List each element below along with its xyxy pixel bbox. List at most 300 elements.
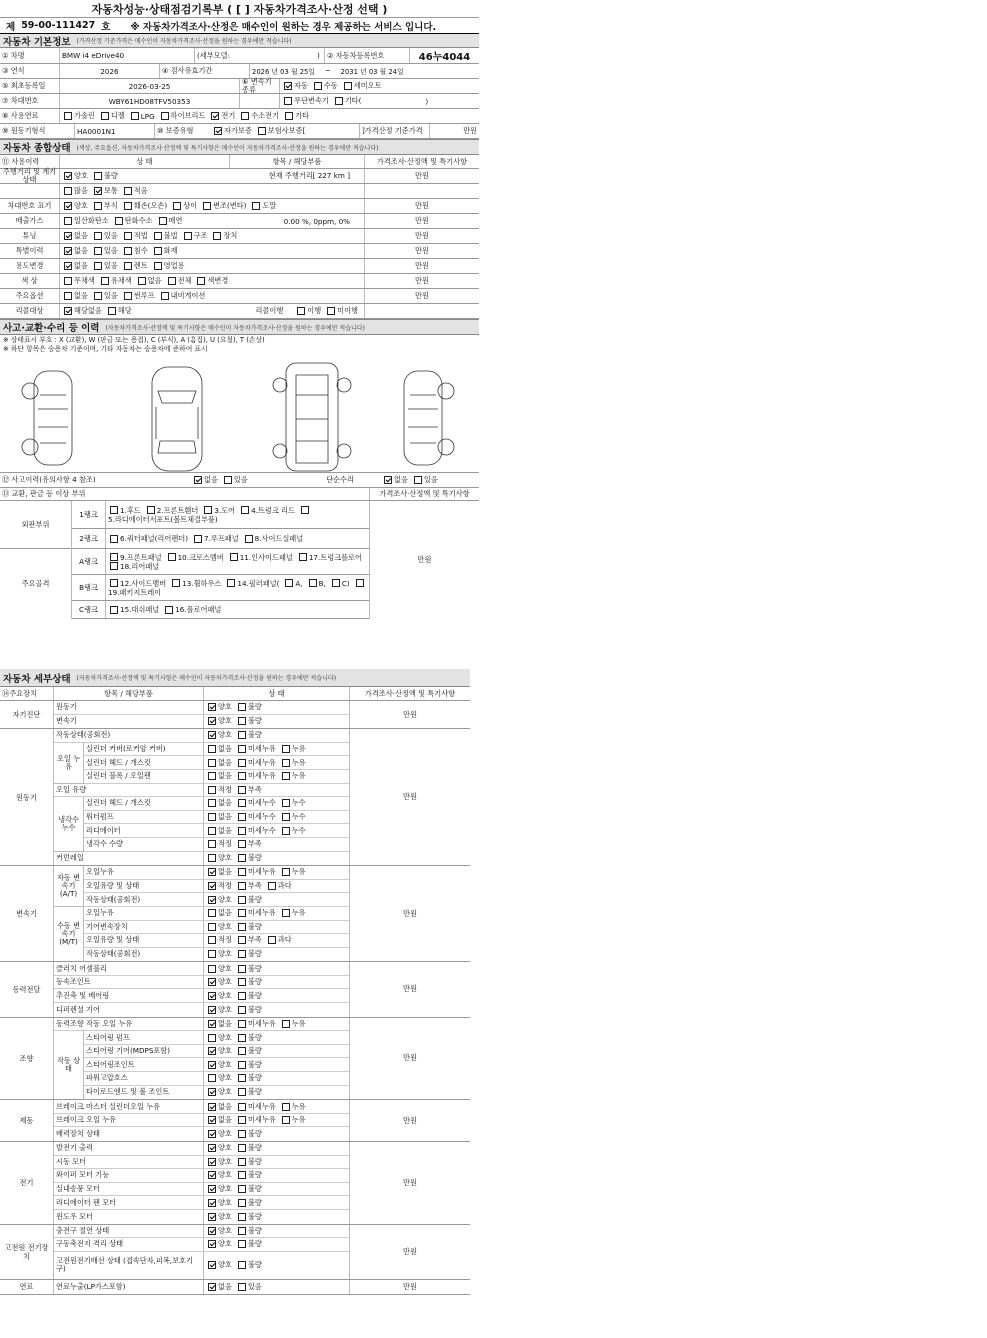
detail-opt-checkbox[interactable] [268, 936, 276, 944]
summary-opt-checkbox[interactable] [64, 202, 72, 210]
detail-opt-label: 불량 [247, 990, 262, 1000]
fuel-6-checkbox[interactable] [285, 112, 293, 120]
rank-name: C랭크 [72, 601, 106, 618]
detail-opt-checkbox[interactable] [238, 717, 246, 725]
detail-opt-checkbox[interactable] [282, 1116, 290, 1124]
right-panel [0, 669, 470, 1338]
summary-opt-label: 장치 [223, 231, 238, 240]
detail-block [54, 701, 349, 728]
rank-item-label: 8.사이드실패널 [254, 534, 304, 543]
detail-opt-checkbox[interactable] [238, 1227, 246, 1235]
rank-item-checkbox[interactable] [110, 579, 118, 587]
summary-opt-checkbox[interactable] [94, 172, 102, 180]
detail-opt-checkbox[interactable] [208, 1144, 216, 1152]
summary-opt-checkbox[interactable] [94, 292, 102, 300]
detail-opt-checkbox[interactable] [208, 840, 216, 848]
year: 2026 [60, 64, 160, 78]
detail-state [204, 989, 349, 1002]
detail-opt-checkbox[interactable] [238, 772, 246, 780]
detail-item: 스티어링 펌프 [84, 1031, 204, 1044]
summary-opt-checkbox[interactable] [64, 307, 72, 315]
detail-opt-checkbox[interactable] [208, 1130, 216, 1138]
rank-item-checkbox[interactable] [230, 553, 238, 561]
summary-opt-checkbox[interactable] [64, 262, 72, 270]
summary-opt-checkbox[interactable] [94, 202, 102, 210]
detail-opt-checkbox[interactable] [238, 965, 246, 973]
detail-opt-checkbox[interactable] [208, 759, 216, 767]
detail-opt-label: 과다 [277, 881, 292, 891]
detail-inner [54, 784, 349, 798]
detail-group [0, 1225, 470, 1280]
detail-opt-checkbox[interactable] [208, 936, 216, 944]
summary-opt-label: 화재 [163, 246, 178, 255]
summary-opt-checkbox[interactable] [154, 232, 162, 240]
warranty-insurer-checkbox[interactable] [258, 127, 266, 135]
detail-state [204, 1280, 349, 1294]
summary-price: 만원 [415, 171, 429, 180]
rank-item-checkbox[interactable] [332, 579, 340, 587]
detail-opt-checkbox[interactable] [238, 854, 246, 862]
detail-opt-checkbox[interactable] [238, 759, 246, 767]
detail-opt-label: 불량 [247, 1129, 262, 1139]
detail-price: 만원 [403, 1281, 417, 1291]
summary-opt-checkbox[interactable] [213, 232, 221, 240]
detail-opt-label: 양호 [218, 1087, 232, 1097]
detail-opt-checkbox[interactable] [208, 1034, 216, 1042]
summary-opt-checkbox[interactable] [64, 277, 72, 285]
detail-opt-checkbox[interactable] [238, 1088, 246, 1096]
detail-opt-checkbox[interactable] [208, 965, 216, 973]
detail-row [54, 1225, 349, 1239]
detail-opt-checkbox[interactable] [208, 1283, 216, 1291]
summary-row [0, 289, 479, 304]
summary-opt-label: 상이 [183, 201, 198, 210]
detail-opt-checkbox[interactable] [208, 772, 216, 780]
rank-item-checkbox[interactable] [172, 579, 180, 587]
detail-opt-label: 누유 [291, 908, 306, 918]
detail-group [0, 1280, 470, 1295]
rank-items [106, 575, 369, 600]
detail-block [54, 784, 349, 798]
detail-inner [54, 962, 349, 1016]
summary-opt-checkbox[interactable] [124, 292, 132, 300]
rank-name: B랭크 [72, 575, 106, 600]
rank-item-checkbox[interactable] [110, 562, 118, 570]
detail-opt-label: 불량 [247, 1197, 262, 1207]
detail-state [204, 893, 349, 906]
detail-opt-label: 누유 [291, 771, 306, 781]
summary-opt-checkbox[interactable] [203, 202, 211, 210]
detail-opt-checkbox[interactable] [238, 1240, 246, 1248]
detail-opt-checkbox[interactable] [208, 813, 216, 821]
h-state: 상 태 [60, 155, 230, 168]
detail-opt-checkbox[interactable] [238, 1061, 246, 1069]
detail-opt-checkbox[interactable] [238, 745, 246, 753]
detail-opt-checkbox[interactable] [208, 1171, 216, 1179]
detail-row [84, 893, 349, 907]
accident-history-row: ⑫ 사고이력(유의사항 4 참조) 없음 있음 단순수리 없음 있음 [0, 473, 479, 488]
summary-state [60, 169, 365, 183]
detail-opt-checkbox[interactable] [208, 1006, 216, 1014]
rank-item-label: 12.사이드멤버 [120, 578, 167, 588]
detail-rows [54, 1018, 350, 1100]
detail-opt-checkbox[interactable] [238, 950, 246, 958]
summary-state [60, 184, 365, 198]
detail-opt-checkbox[interactable] [208, 1158, 216, 1166]
rank-items [106, 501, 369, 528]
summary-label: 차대번호 표기 [0, 199, 60, 213]
rank-item-checkbox[interactable] [168, 553, 176, 561]
detail-opt-label: 양호 [218, 1239, 232, 1249]
summary-opt-label: 없음 [74, 231, 88, 240]
trans-other-label: 기타( [344, 96, 362, 105]
detail-opt-checkbox[interactable] [208, 1261, 216, 1269]
summary-opt-checkbox[interactable] [64, 292, 72, 300]
detail-opt-checkbox[interactable] [238, 1116, 246, 1124]
warranty-self-checkbox[interactable] [214, 127, 222, 135]
detail-opt-checkbox[interactable] [238, 813, 246, 821]
detail-opt-checkbox[interactable] [208, 1199, 216, 1207]
detail-opt-checkbox[interactable] [238, 992, 246, 1000]
detail-opt-checkbox[interactable] [208, 992, 216, 1000]
rank-item-checkbox[interactable] [309, 579, 317, 587]
detail-opt-checkbox[interactable] [238, 786, 246, 794]
detail-opt-checkbox[interactable] [238, 1074, 246, 1082]
summary-opt-checkbox[interactable] [124, 187, 132, 195]
rank-item-label: 14.필러패널( [237, 578, 280, 588]
inspect-label: ④ 검사유효기간 [160, 64, 250, 78]
detail-state [204, 948, 349, 962]
fuel-4-checkbox[interactable] [211, 112, 219, 120]
rank-item-checkbox[interactable] [227, 579, 235, 587]
detail-opt-checkbox[interactable] [238, 827, 246, 835]
summary-opt-label: 없음 [74, 246, 88, 255]
summary-opt-label: 적음 [133, 186, 148, 195]
detail-opt-checkbox[interactable] [238, 936, 246, 944]
rank-item-checkbox[interactable] [241, 506, 249, 514]
summary-opt-checkbox[interactable] [115, 217, 123, 225]
summary-opt-checkbox[interactable] [154, 262, 162, 270]
detail-opt-label: 양호 [218, 1170, 232, 1180]
detail-opt-checkbox[interactable] [238, 1103, 246, 1111]
fuel-0-checkbox[interactable] [64, 112, 72, 120]
detail-opt-label: 양호 [218, 1184, 232, 1194]
detail-opt-checkbox[interactable] [238, 1199, 246, 1207]
detail-opt-checkbox[interactable] [208, 1088, 216, 1096]
summary-opt-checkbox[interactable] [154, 247, 162, 255]
detail-item: 배력장치 상태 [54, 1127, 204, 1141]
detail-opt-checkbox[interactable] [238, 909, 246, 917]
detail-item: 라디에이터 [84, 824, 204, 837]
detail-opt-checkbox[interactable] [208, 978, 216, 986]
summary-opt-checkbox[interactable] [184, 232, 192, 240]
detail-opt-checkbox[interactable] [208, 1213, 216, 1221]
rank-item-checkbox[interactable] [147, 506, 155, 514]
summary-opt-checkbox[interactable] [159, 217, 167, 225]
summary-opt-checkbox[interactable] [101, 277, 109, 285]
detail-opt-checkbox[interactable] [208, 799, 216, 807]
notice: ※ 자동차가격조사·산정은 매수인이 원하는 경우 제공하는 서비스 입니다. [130, 21, 437, 33]
warranty-opts [210, 124, 360, 138]
detail-item: 실린더 커버(로커암 커버) [84, 743, 204, 756]
detail-opt-checkbox[interactable] [208, 1047, 216, 1055]
detail-opt-checkbox[interactable] [238, 1261, 246, 1269]
detail-opt-label: 양호 [218, 1073, 232, 1083]
detail-block [54, 907, 349, 961]
summary-opt-checkbox[interactable] [64, 217, 72, 225]
detail-opt-checkbox[interactable] [208, 703, 216, 711]
detail-opt-checkbox[interactable] [208, 1074, 216, 1082]
detail-opt-checkbox[interactable] [208, 896, 216, 904]
detail-opt-checkbox[interactable] [208, 923, 216, 931]
detail-group [0, 962, 470, 1017]
reg-label: ② 자동차등록번호 [325, 48, 410, 63]
detail-opt-checkbox[interactable] [282, 813, 290, 821]
detail-state [204, 1086, 349, 1100]
recall-opt-label: 이행 [307, 306, 322, 315]
summary-opt-label: 매연 [168, 216, 183, 225]
rank-item-checkbox[interactable] [245, 535, 253, 543]
detail-opt-checkbox[interactable] [282, 759, 290, 767]
summary-opt-checkbox[interactable] [64, 187, 72, 195]
detail-opt-checkbox[interactable] [208, 1185, 216, 1193]
detail-item: 클러치 어셈블리 [54, 962, 204, 975]
recall-opt-label: 미이행 [337, 306, 358, 315]
detail-opt-checkbox[interactable] [208, 950, 216, 958]
model-close: ) [315, 48, 325, 63]
history-none-checkbox[interactable] [194, 476, 202, 484]
summary-price: 만원 [415, 216, 429, 225]
rank-item-checkbox[interactable] [356, 579, 364, 587]
rank-rows [72, 501, 370, 619]
summary-opt-checkbox[interactable] [124, 247, 132, 255]
detail-state [204, 811, 349, 824]
detail-opt-checkbox[interactable] [282, 909, 290, 917]
detail-opt-checkbox[interactable] [238, 731, 246, 739]
detail-opt-checkbox[interactable] [238, 896, 246, 904]
detail-opt-label: 미세누유 [247, 744, 276, 754]
fuel-1-label: 디젤 [110, 111, 125, 120]
detail-opt-checkbox[interactable] [238, 799, 246, 807]
detail-opt-checkbox[interactable] [282, 1020, 290, 1028]
vin: WBY61HD08TFV50353 [60, 94, 240, 108]
detail-opt-checkbox[interactable] [238, 1020, 246, 1028]
detail-price: 만원 [403, 908, 417, 918]
detail-opt-checkbox[interactable] [238, 923, 246, 931]
detail-opt-checkbox[interactable] [238, 1283, 246, 1291]
detail-opt-checkbox[interactable] [208, 827, 216, 835]
history-yes-checkbox[interactable] [224, 476, 232, 484]
detail-opt-checkbox[interactable] [208, 1103, 216, 1111]
detail-opt-checkbox[interactable] [238, 1130, 246, 1138]
detail-opt-label: 양호 [218, 921, 232, 931]
detail-opt-checkbox[interactable] [238, 1171, 246, 1179]
detail-opt-checkbox[interactable] [238, 882, 246, 890]
trans-semi-checkbox[interactable] [344, 82, 352, 90]
recall-opt-checkbox[interactable] [297, 307, 305, 315]
trans-cvt-label: 무단변속기 [294, 96, 329, 105]
summary-opt-label: 불량 [103, 171, 118, 180]
detail-opt-checkbox[interactable] [282, 827, 290, 835]
detail-opt-checkbox[interactable] [282, 868, 290, 876]
summary-opt-label: 색변경 [207, 276, 229, 285]
first-reg: 2026-03-25 [60, 79, 240, 93]
detail-opt-checkbox[interactable] [208, 1116, 216, 1124]
basic-row [0, 94, 479, 109]
summary-opt-checkbox[interactable] [124, 232, 132, 240]
summary-opt-checkbox[interactable] [124, 262, 132, 270]
summary-opt-checkbox[interactable] [94, 232, 102, 240]
detail-opt-label: 없음 [218, 798, 232, 808]
rank-item-checkbox[interactable] [110, 535, 118, 543]
detail-opt-checkbox[interactable] [208, 1020, 216, 1028]
summary-opt-checkbox[interactable] [252, 202, 260, 210]
basic-row [0, 124, 479, 139]
summary-opt-checkbox[interactable] [64, 247, 72, 255]
detail-opt-checkbox[interactable] [208, 717, 216, 725]
detail-opt-checkbox[interactable] [208, 854, 216, 862]
trans-opts [280, 79, 479, 93]
detail-opt-checkbox[interactable] [238, 840, 246, 848]
detail-price: 만원 [403, 709, 417, 719]
summary-opt-checkbox[interactable] [108, 307, 116, 315]
rank-item-checkbox[interactable] [165, 606, 173, 614]
detail-opt-checkbox[interactable] [282, 745, 290, 753]
detail-opt-checkbox[interactable] [208, 731, 216, 739]
trans-manual-checkbox[interactable] [314, 82, 322, 90]
detail-block [54, 852, 349, 866]
summary-state [60, 274, 365, 288]
summary-opt-checkbox[interactable] [161, 292, 169, 300]
detail-opt-checkbox[interactable] [282, 1103, 290, 1111]
trans-auto-checkbox[interactable] [284, 82, 292, 90]
detail-opt-checkbox[interactable] [208, 868, 216, 876]
trans-other-checkbox[interactable] [335, 97, 343, 105]
detail-item: 오일유량 및 상태 [84, 934, 204, 947]
rank-item-checkbox[interactable] [194, 535, 202, 543]
detail-row [54, 1183, 349, 1197]
summary-opt-checkbox[interactable] [197, 277, 205, 285]
detail-opt-label: 양호 [218, 949, 232, 959]
detail-opt-label: 누유 [291, 1101, 306, 1111]
rank-item-checkbox[interactable] [110, 506, 118, 514]
summary-opt-checkbox[interactable] [173, 202, 181, 210]
fuel-2-checkbox[interactable] [131, 112, 139, 120]
detail-opt-checkbox[interactable] [208, 909, 216, 917]
detail-header: ⑭주요장치 항목 / 해당부품 상 태 가격조사·산정액 및 특기사항 [0, 687, 470, 701]
detail-item: 커먼레일 [54, 852, 204, 866]
fuel-1-checkbox[interactable] [101, 112, 109, 120]
detail-opt-checkbox[interactable] [282, 772, 290, 780]
detail-row [84, 1045, 349, 1059]
summary-opt-checkbox[interactable] [64, 172, 72, 180]
detail-opt-checkbox[interactable] [208, 1227, 216, 1235]
detail-opt-checkbox[interactable] [208, 1240, 216, 1248]
detail-inner [54, 1225, 349, 1279]
doc-number-row [0, 18, 479, 34]
rank-item-checkbox[interactable] [204, 506, 212, 514]
detail-opt-checkbox[interactable] [238, 703, 246, 711]
detail-item: 실린더 헤드 / 개스킷 [84, 756, 204, 769]
engine-label: ⑨ 원동기형식 [0, 124, 75, 138]
rank-item-checkbox[interactable] [285, 579, 293, 587]
rank-item-checkbox[interactable] [299, 553, 307, 561]
summary-opt-checkbox[interactable] [124, 202, 132, 210]
detail-opt-label: 양호 [218, 1156, 232, 1166]
detail-state [204, 1210, 349, 1224]
detail-opt-checkbox[interactable] [208, 745, 216, 753]
detail-opt-checkbox[interactable] [268, 882, 276, 890]
detail-opt-checkbox[interactable] [238, 868, 246, 876]
detail-opt-checkbox[interactable] [208, 786, 216, 794]
summary-opt-checkbox[interactable] [168, 277, 176, 285]
detail-opt-checkbox[interactable] [238, 1213, 246, 1221]
rank-item-checkbox[interactable] [301, 506, 309, 514]
summary-opt-label: 구조 [193, 231, 208, 240]
rank-item-checkbox[interactable] [110, 553, 118, 561]
simple-none-checkbox[interactable] [384, 476, 392, 484]
detail-opt-checkbox[interactable] [208, 1061, 216, 1069]
car-diagram-svg [0, 355, 477, 473]
detail-rows [54, 701, 350, 728]
detail-opt-label: 적정 [218, 839, 232, 849]
detail-item: 디퍼렌셜 기어 [54, 1003, 204, 1017]
detail-opt-checkbox[interactable] [208, 882, 216, 890]
summary-opt-checkbox[interactable] [94, 262, 102, 270]
detail-rows [54, 1225, 350, 1279]
rank-item-label: 11.인사이드패널 [239, 552, 293, 562]
detail-state [204, 729, 349, 742]
summary-extra: 0.00 %, 0ppm, 0% [283, 216, 350, 226]
summary-opt-label: 없음 [74, 261, 88, 270]
summary-opt-label: 영업용 [163, 261, 185, 270]
detail-opt-checkbox[interactable] [238, 1034, 246, 1042]
detail-opt-checkbox[interactable] [238, 1144, 246, 1152]
fuel-3-checkbox[interactable] [161, 112, 169, 120]
detail-opt-checkbox[interactable] [238, 1158, 246, 1166]
car-frame-icon [273, 363, 351, 471]
detail-opt-label: 미세누유 [247, 771, 276, 781]
detail-opt-checkbox[interactable] [238, 978, 246, 986]
rank-item-label: 17.트렁크플로어 [308, 552, 362, 562]
detail-opt-label: 적정 [218, 784, 232, 794]
simple-yes-checkbox[interactable] [414, 476, 422, 484]
detail-state [204, 1003, 349, 1017]
summary-opt-checkbox[interactable] [94, 247, 102, 255]
detail-row [84, 948, 349, 962]
history-yes-label: 있음 [233, 475, 248, 484]
detail-opt-label: 불량 [247, 1073, 262, 1083]
detail-state [204, 1072, 349, 1085]
detail-opt-label: 없음 [218, 812, 232, 822]
detail-opt-checkbox[interactable] [282, 799, 290, 807]
fuel-5-checkbox[interactable] [241, 112, 249, 120]
summary-opt-checkbox[interactable] [64, 232, 72, 240]
detail-item: 와이퍼 모터 기능 [54, 1169, 204, 1182]
summary-opt-checkbox[interactable] [138, 277, 146, 285]
recall-opt-checkbox[interactable] [327, 307, 335, 315]
detail-opt-checkbox[interactable] [238, 1047, 246, 1055]
detail-opt-checkbox[interactable] [238, 1185, 246, 1193]
rank-item-checkbox[interactable] [110, 606, 118, 614]
detail-state [204, 838, 349, 851]
doc-no: 59-00-111427 [21, 20, 96, 31]
summary-row [0, 214, 479, 229]
summary-opt-checkbox[interactable] [94, 187, 102, 195]
detail-opt-label: 양호 [218, 1004, 232, 1014]
trans-cvt-checkbox[interactable] [284, 97, 292, 105]
detail-opt-checkbox[interactable] [238, 1006, 246, 1014]
